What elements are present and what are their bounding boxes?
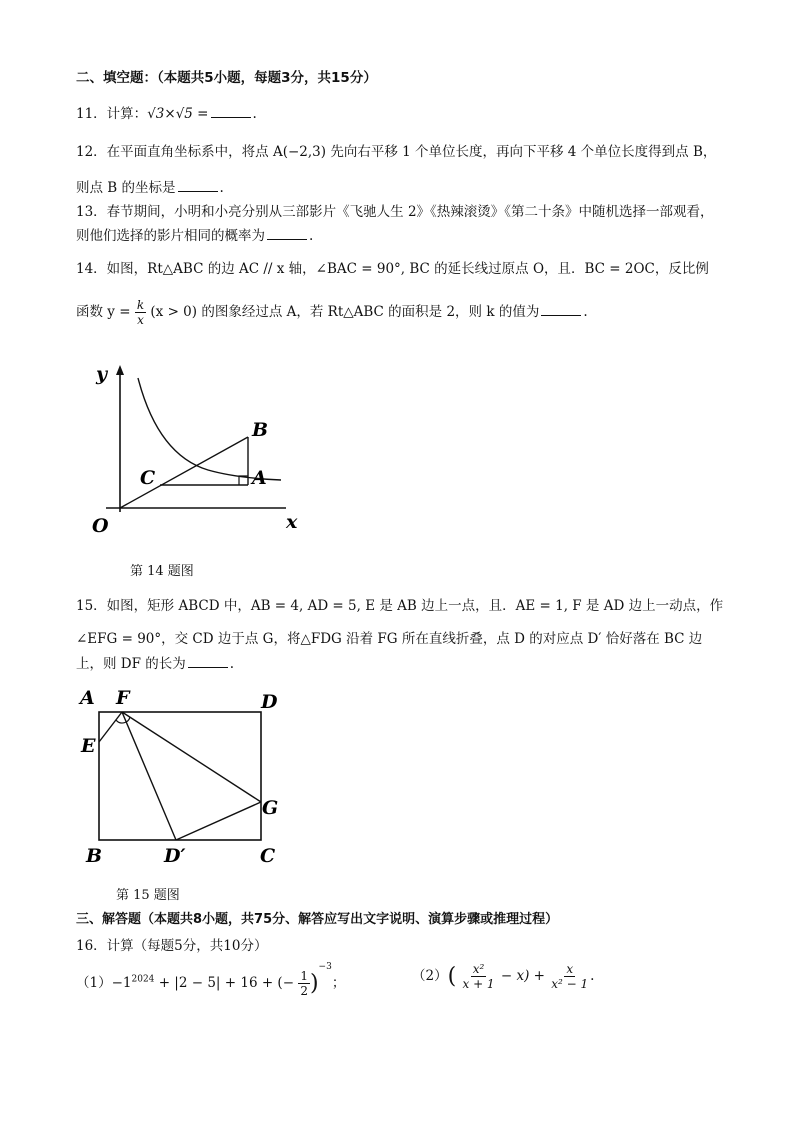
p2-fraction-1: $\frac{\text{x²}}{x + 1}$ (462, 962, 495, 991)
label-b: B (252, 419, 269, 441)
answer-blank (211, 105, 251, 118)
q14-suffix: . (583, 304, 588, 320)
answer-blank (541, 303, 581, 316)
p1-exponent-2: −3 (318, 962, 332, 972)
label-e: E (81, 735, 96, 757)
question-15-line-1: 15．如图，矩形 ABCD 中，AB = 4, AD = 5, E 是 AB 边上一点，且．AE = 1, F 是 AD 边上一动点，作 (76, 598, 724, 614)
segment-fg (122, 712, 261, 802)
question-15-line-3 (76, 652, 234, 672)
q15-prompt: 上，则 DF 的长为 (76, 656, 186, 672)
question-13-line-2 (76, 224, 313, 244)
q11-suffix: . (252, 106, 257, 122)
section-2-heading: 二、填空题：（本题共5小题，每题3分，共15分） (76, 70, 377, 86)
p2-end: . (590, 968, 595, 984)
p1-fraction: $\frac{1}{2}$ (300, 969, 308, 998)
question-15-line-2: ∠EFG = 90°，交 CD 边于点 G，将△FDG 沿着 FG 所在直线折叠，点 D 的对应点 D′ 恰好落在 BC 边 (76, 631, 703, 647)
p1-close-paren: ) (309, 971, 319, 996)
label-o: O (92, 515, 109, 537)
q14-figure (86, 360, 316, 545)
label-f: F (116, 687, 130, 709)
q14-function-label: 函数 y = (76, 304, 131, 320)
q12-suffix: . (219, 180, 224, 196)
y-axis-arrow-icon (116, 365, 124, 375)
q12-prompt: 则点 B 的坐标是 (76, 180, 176, 196)
q11-expression: √3×√5 = (147, 106, 209, 122)
q11-prefix: 11．计算： (76, 106, 148, 122)
answer-blank (267, 227, 307, 240)
q13-prompt: 则他们选择的影片相同的概率为 (76, 228, 265, 244)
q14-fraction: $\frac{k}{x}$ (136, 298, 145, 327)
rectangle-abcd (99, 712, 261, 840)
q15-figure (78, 684, 298, 869)
label-y: y (96, 363, 108, 385)
p1-end: ； (331, 975, 346, 991)
answer-blank (178, 179, 218, 192)
question-12-line-1: 12．在平面直角坐标系中，将点 A(−2,3) 先向右平移 1 个单位长度，再向下平移 4 个单位长度得到点 B， (76, 144, 717, 160)
label-a: A (252, 467, 267, 489)
label-g: G (262, 797, 279, 819)
p1-terms: + |2 − 5| + 16 + (− (154, 975, 295, 991)
q13-suffix: . (309, 228, 314, 244)
q15-caption: 第 15 题图 (116, 888, 180, 903)
question-11 (76, 102, 257, 122)
label-d: D (261, 691, 278, 713)
p2-open-paren: ( (447, 964, 457, 989)
segment-d-prime-g (176, 802, 261, 840)
question-12-line-2 (76, 176, 224, 196)
question-14-line-1: 14．如图，Rt△ABC 的边 AC // x 轴，∠BAC = 90°, BC 的延长线过原点 O，且．BC = 2OC，反比例 (76, 261, 709, 277)
answer-blank (188, 655, 228, 668)
segment-ef (99, 712, 122, 742)
p1-term-1: −1 (111, 975, 132, 991)
q15-suffix: . (229, 656, 235, 672)
q14-condition: (x > 0) 的图象经过点 A，若 Rt△ABC 的面积是 2，则 k 的值为 (150, 304, 540, 320)
question-14-line-2 (76, 298, 588, 327)
label-x: x (286, 511, 298, 533)
question-16-intro: 16．计算（每题5分，共10分） (76, 938, 268, 954)
section-3-heading: 三、解答题（本题共8小题，共75分、解答应写出文字说明、演算步骤或推理过程） (76, 912, 559, 927)
label-a: A (80, 687, 95, 709)
part-1-label: （1） (76, 975, 112, 991)
question-13-line-1: 13．春节期间，小明和小亮分别从三部影片《飞驰人生 2》《热辣滚烫》《第二十条》中随机选择一部观看， (76, 204, 714, 220)
label-d-prime: D′ (164, 845, 186, 867)
q14-caption: 第 14 题图 (130, 564, 194, 579)
question-16-part-1 (76, 962, 345, 998)
label-b: B (86, 845, 103, 867)
label-c: C (140, 467, 156, 489)
p2-fraction-2: $\frac{x}{\text{x² − 1}}$ (551, 962, 589, 991)
p1-exponent-1: 2024 (131, 974, 155, 985)
part-2-label: （2） (412, 968, 448, 984)
p2-middle: − x) + (500, 968, 545, 984)
label-c: C (260, 845, 276, 867)
question-16-part-2 (412, 962, 594, 991)
segment-fd-prime (122, 712, 176, 840)
